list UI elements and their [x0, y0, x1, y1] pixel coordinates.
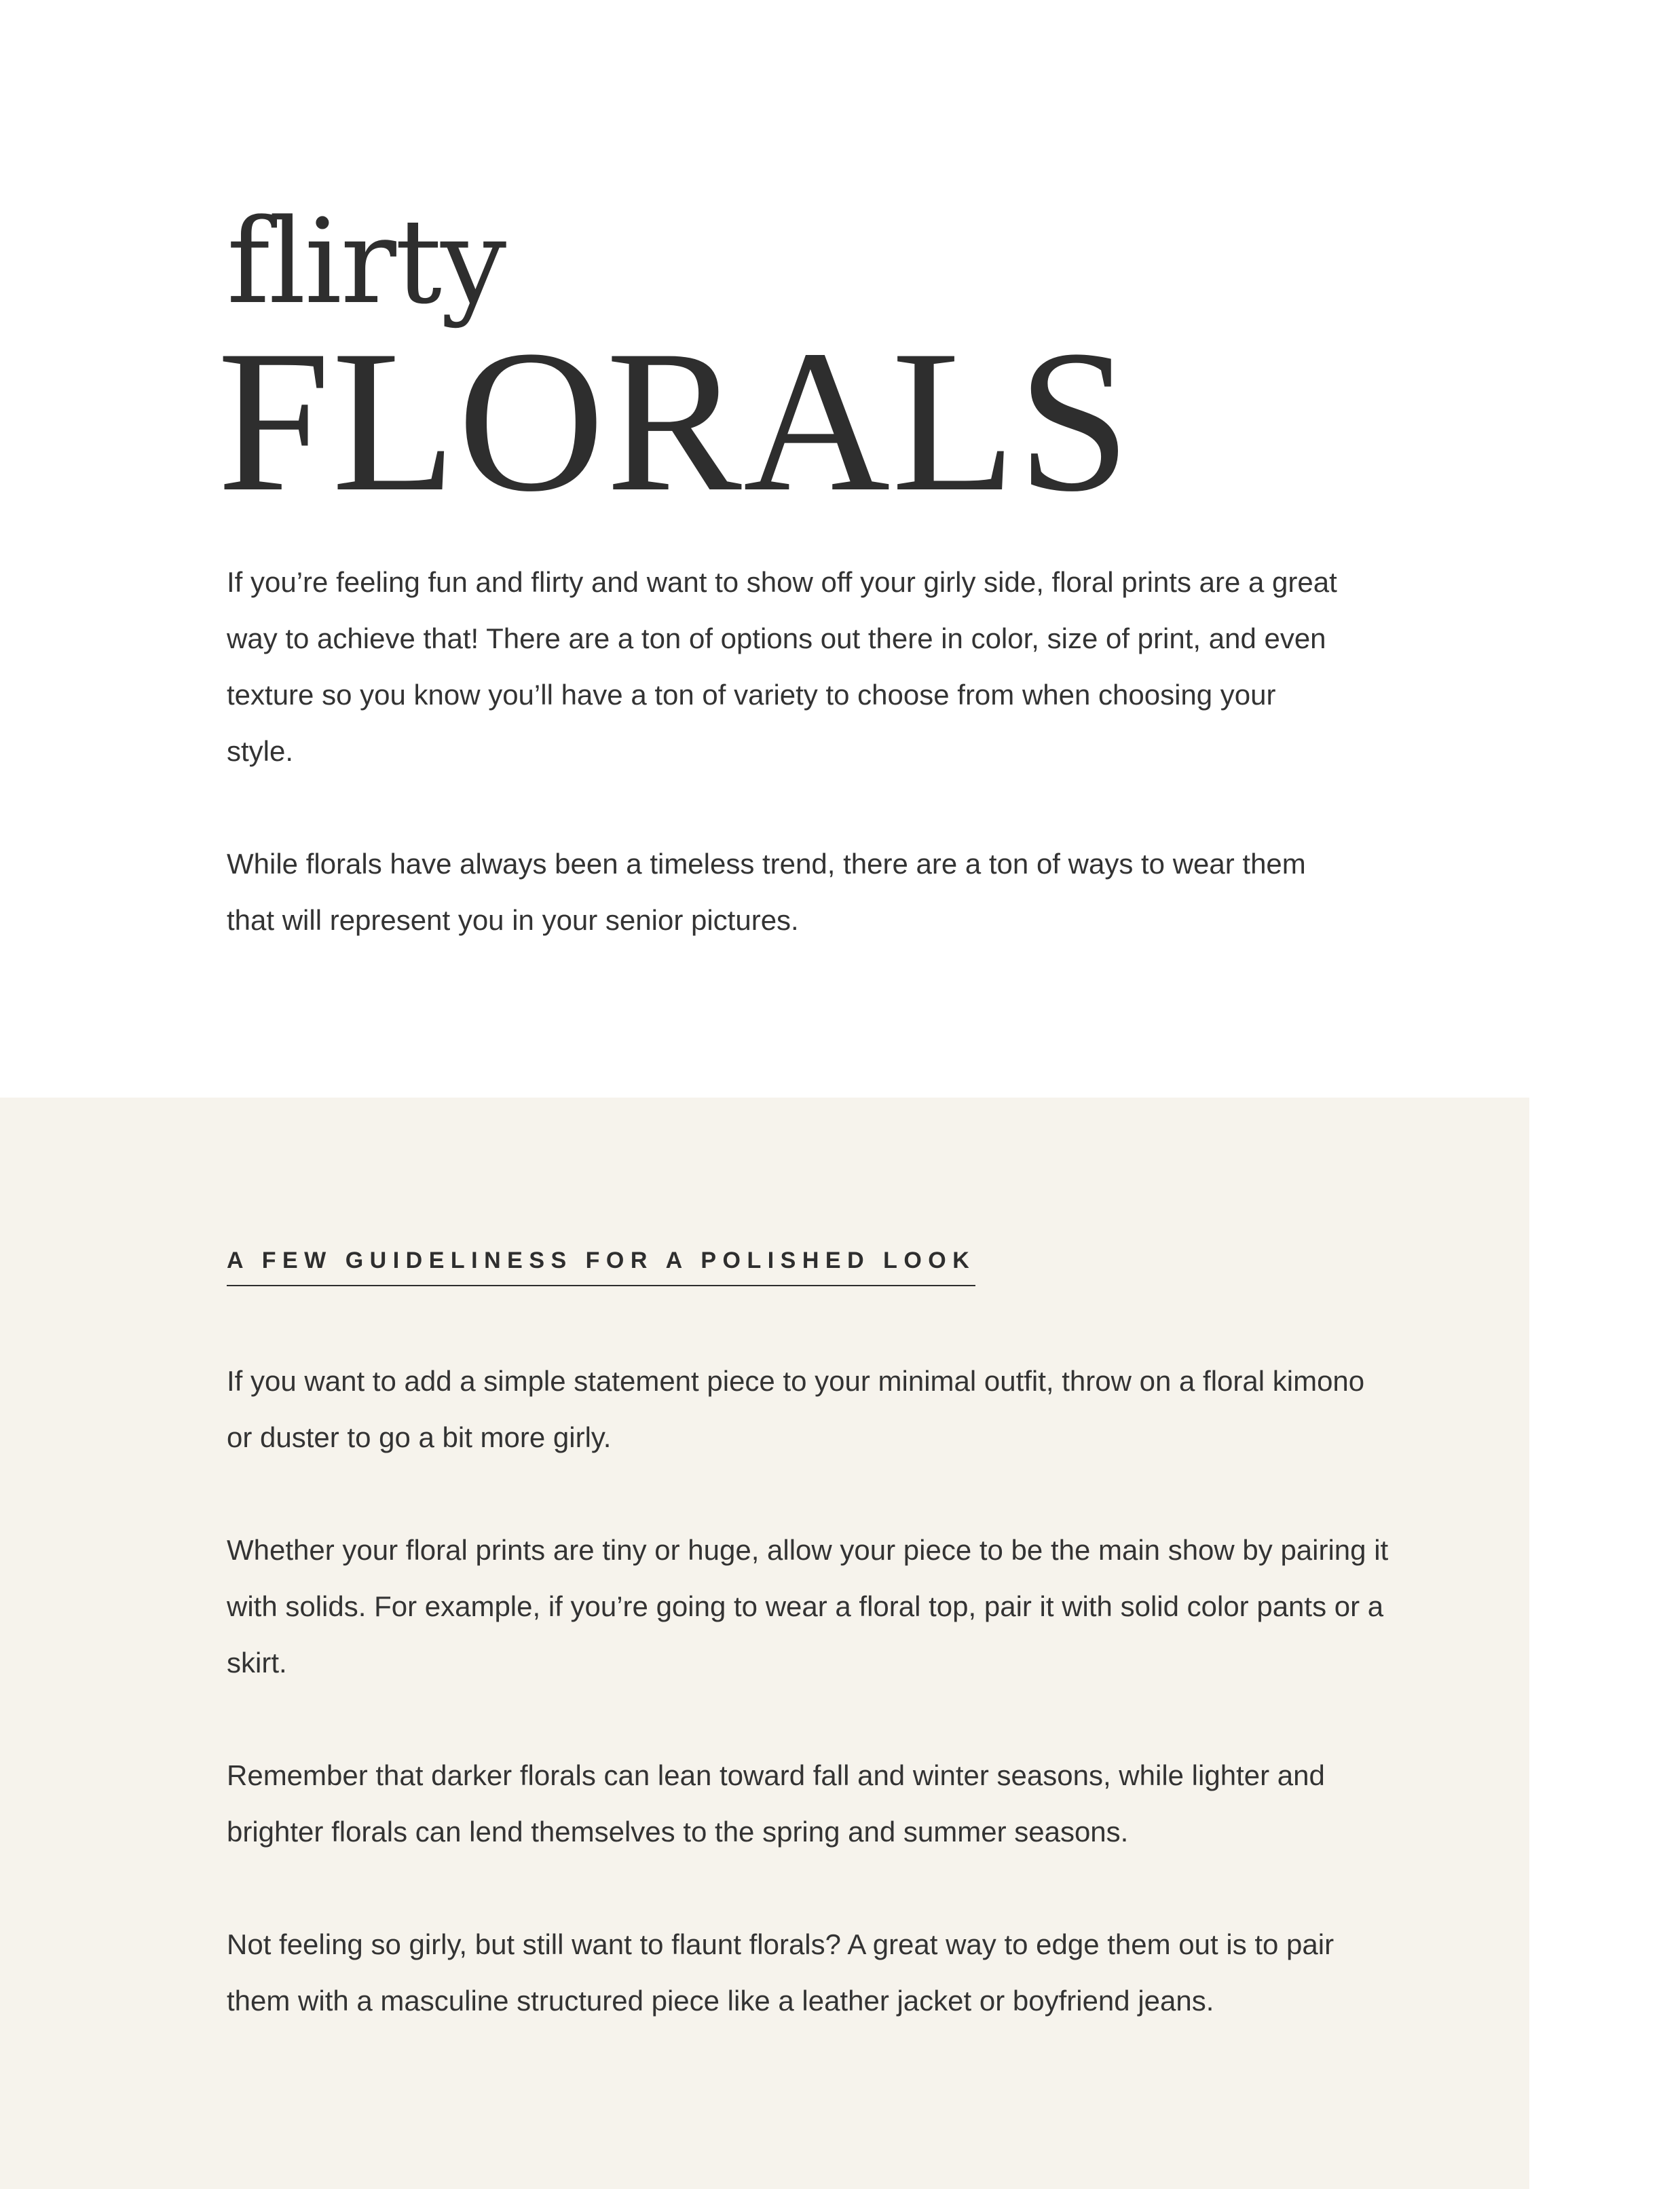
- guideline-paragraph: Remember that darker florals can lean toward fall and winter seasons, while lighter and brighter florals can lend themselves to the spring and summer seasons.: [227, 1759, 1325, 1848]
- intro-text: [227, 554, 1340, 1005]
- guideline-paragraph: Whether your floral prints are tiny or huge, allow your piece to be the main show by pairing it with solids. For example, if you’re going to wear a floral top, pair it with solid color pants or a skirt.: [227, 1534, 1389, 1679]
- guideline-paragraph: Not feeling so girly, but still want to flaunt florals? A great way to edge them out is to pair them with a masculine structured piece like a leather jacket or boyfriend jeans.: [227, 1928, 1334, 2017]
- guidelines-text: [227, 1353, 1394, 2085]
- intro-paragraph: While florals have always been a timeless trend, there are a ton of ways to wear them that will represent you in your senior pictures.: [227, 848, 1306, 936]
- guideline-paragraph: If you want to add a simple statement piece to your minimal outfit, throw on a floral kimono or duster to go a bit more girly.: [227, 1365, 1365, 1453]
- intro-paragraph: If you’re feeling fun and flirty and want to show off your girly side, floral prints are a great way to achieve that! There are a ton of options out there in color, size of print, and even texture so you know you’ll have a ton of variety to choose from when choosing your style.: [227, 566, 1337, 767]
- title-script: flirty: [227, 193, 506, 330]
- page-title: FLORALS: [217, 308, 1132, 534]
- section-heading: A FEW GUIDELINESS FOR A POLISHED LOOK: [227, 1248, 975, 1286]
